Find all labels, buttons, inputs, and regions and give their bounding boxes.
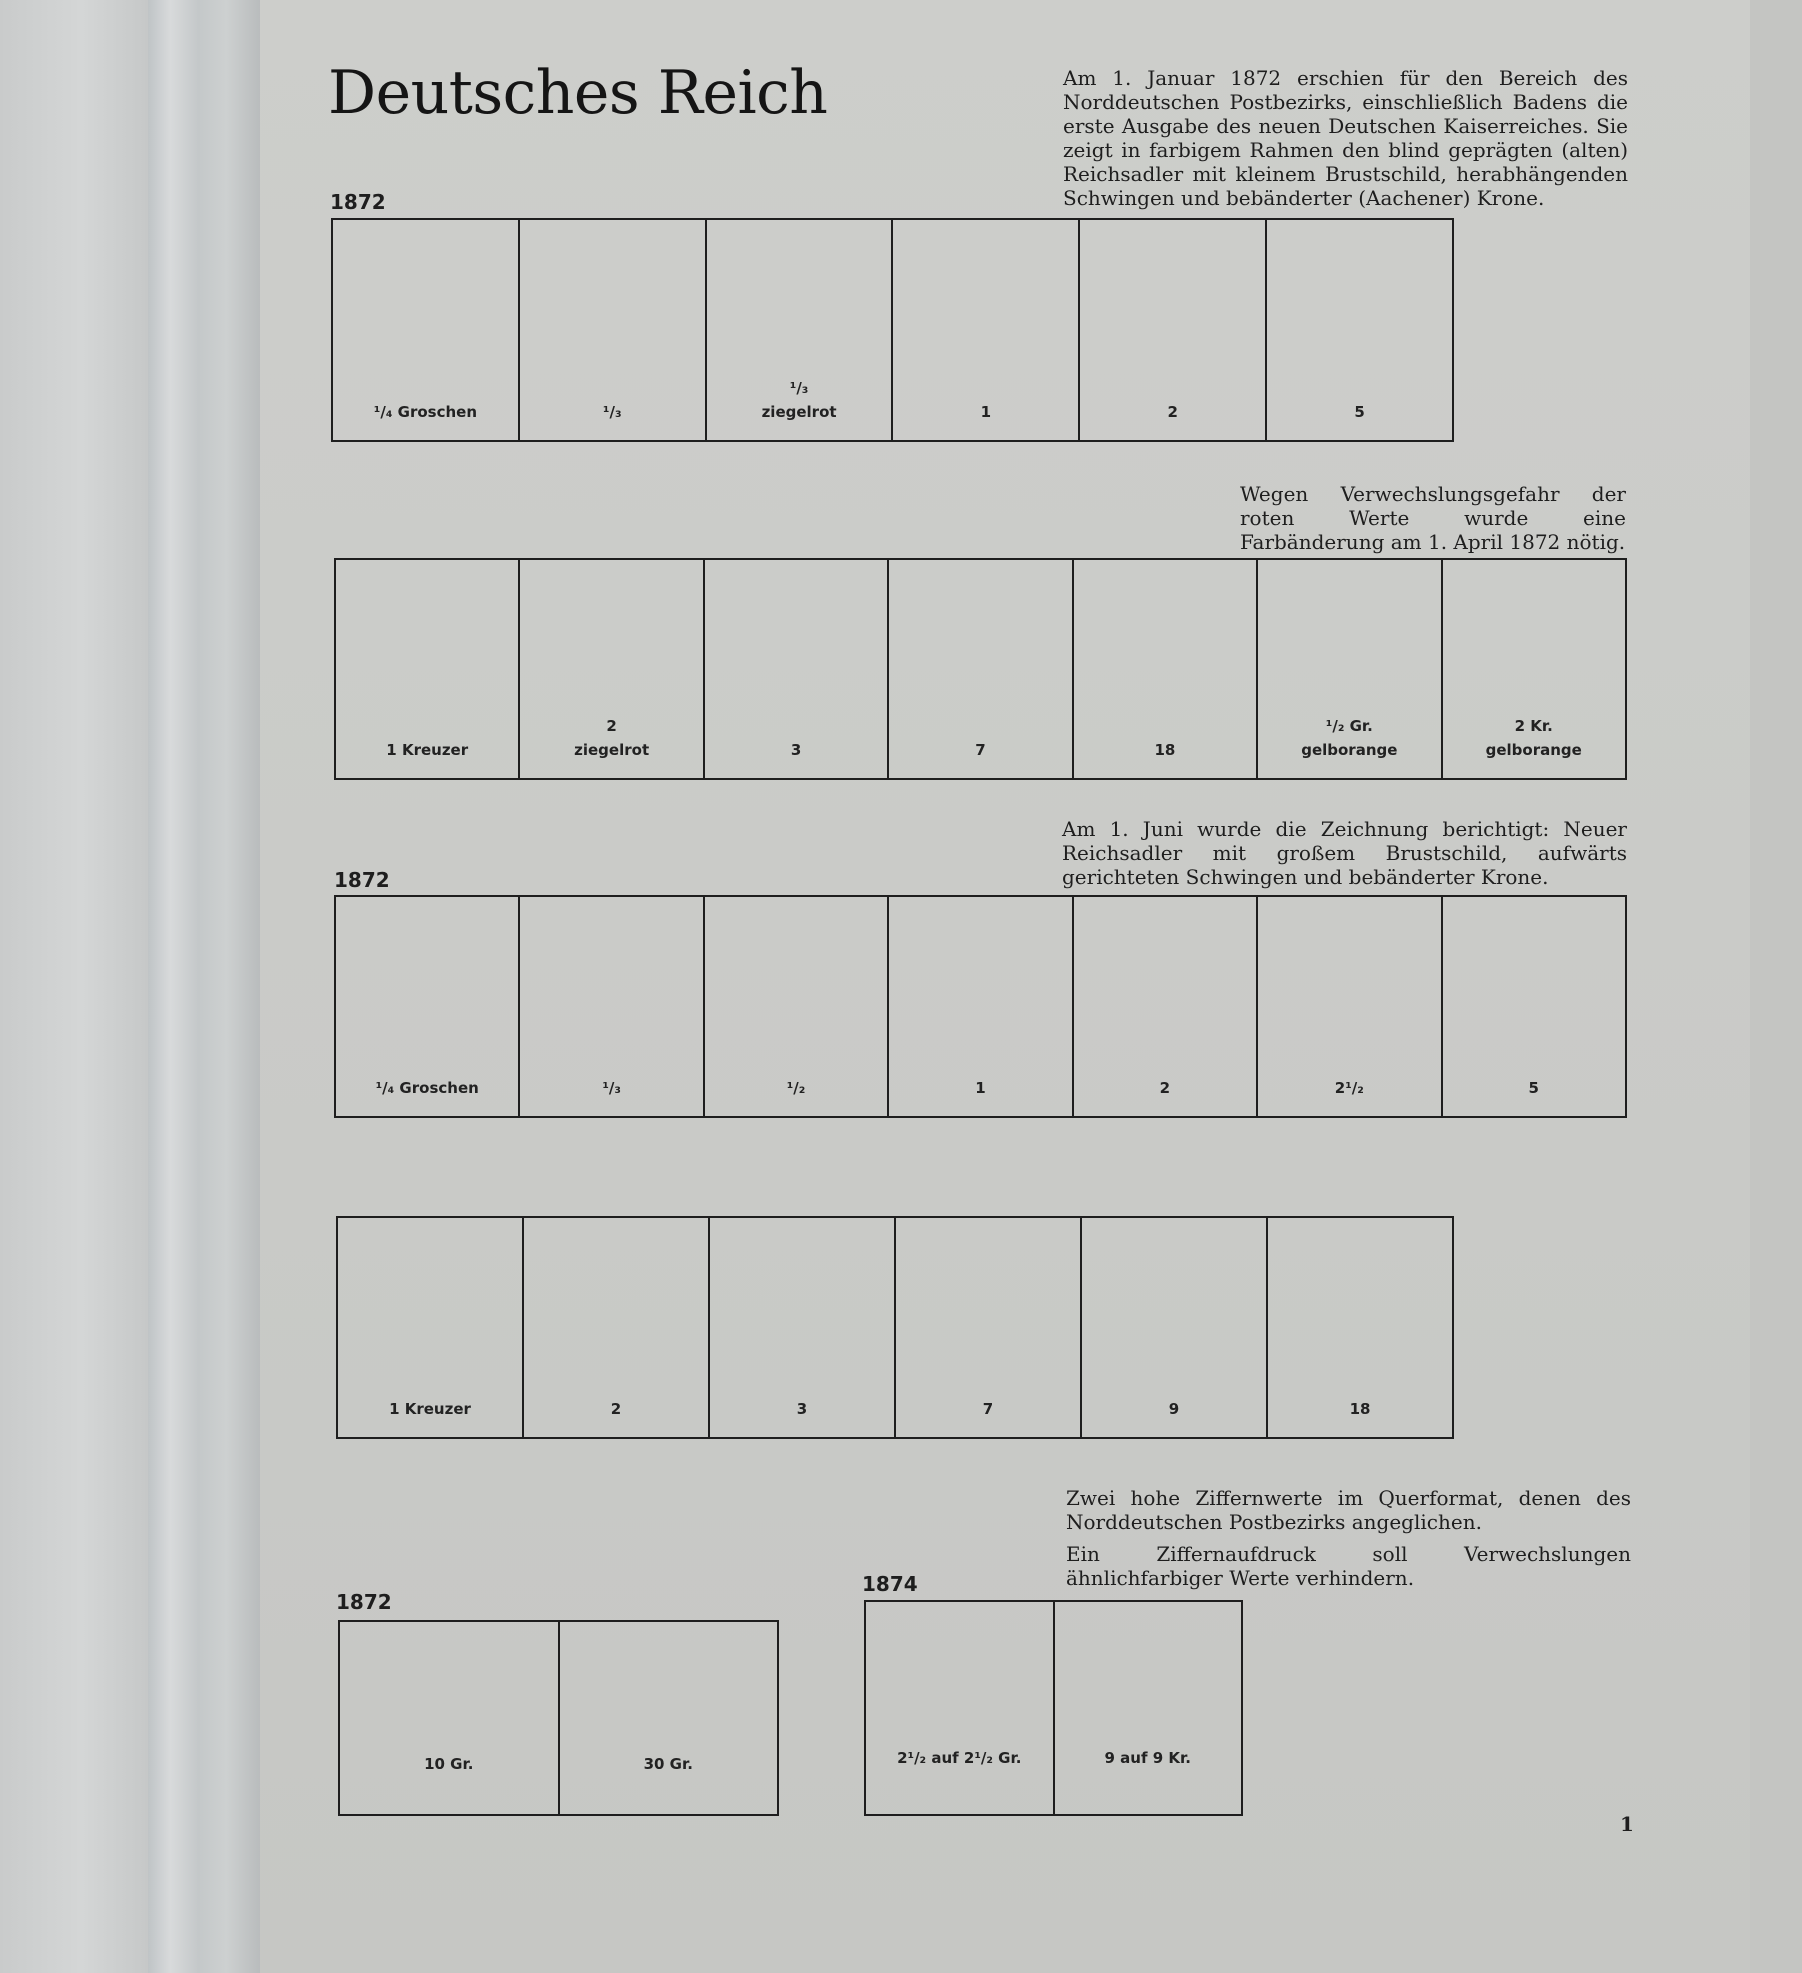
stamp-space[interactable] [520,560,704,778]
stamp-space[interactable] [1258,560,1442,778]
stamp-space[interactable] [336,897,520,1116]
stamp-space[interactable] [889,560,1073,778]
stamp-value-label: 9 [1168,1400,1180,1418]
stamp-row-6 [864,1600,1243,1816]
stamp-value-label: ¹/₄ Groschen [373,403,478,421]
overprint-text: Ein Ziffernaufdruck soll Verwechslungen ähnlichfarbiger Werte verhindern. [1066,1542,1631,1590]
stamp-space[interactable] [705,897,889,1116]
stamp-space[interactable] [889,897,1073,1116]
stamp-value-label: 5 [1354,403,1365,421]
year-label-row6: 1874 [862,1572,918,1596]
stamp-value-label: 10 Gr. [424,1755,474,1773]
year-label-row5: 1872 [336,1590,392,1614]
stamp-value-label: 5 [1528,1079,1539,1097]
correction-text: Am 1. Juni wurde die Zeichnung berichtigt: Neuer Reichsadler mit großem Brustschild, aufwärts gerichteten Schwingen und bebänderter Krone. [1062,817,1627,889]
year-label-row3: 1872 [334,868,390,892]
stamp-value-label: 1 Kreuzer [389,1400,471,1418]
stamp-value-label: 2¹/₂ [1334,1079,1364,1097]
stamp-space[interactable] [333,220,520,440]
intro-text: Am 1. Januar 1872 erschien für den Bereich des Norddeutschen Postbezirks, einschließlich Badens die erste Ausgabe des neuen Deutschen Kaiserreiches. Sie zeigt in farbigem Rahmen den blind geprägten (alten) Reichsadler mit kleinem Brustschild, herabhängenden Schwingen und bebänderter (Aachener) Krone. [1063,66,1628,210]
stamp-space[interactable] [1268,1218,1452,1437]
stamp-space[interactable] [560,1622,778,1814]
stamp-value-label: 3 [796,1400,808,1418]
stamp-value-label: ¹/₄ Groschen [375,1079,479,1097]
page-title: Deutsches Reich [328,58,828,128]
stamp-row-1 [331,218,1454,442]
stamp-row-4 [336,1216,1454,1439]
stamp-space[interactable] [707,220,894,440]
stamp-space[interactable] [338,1218,524,1437]
stamp-space[interactable] [866,1602,1055,1814]
stamp-row-2 [334,558,1627,780]
stamp-value-label: 1 [975,1079,986,1097]
stamp-value-label: ¹/₂ Gr. gelborange [1301,717,1398,759]
stamp-space[interactable] [893,220,1080,440]
stamp-row-3 [334,895,1627,1118]
stamp-space[interactable] [1080,220,1267,440]
stamp-value-label: 18 [1349,1400,1371,1418]
stamp-value-label: 7 [975,741,986,759]
page-number: 1 [1620,1812,1634,1836]
stamp-row-5 [338,1620,779,1816]
stamp-value-label: 9 auf 9 Kr. [1104,1749,1191,1767]
binder-spine-edge [148,0,260,1973]
stamp-space[interactable] [1082,1218,1268,1437]
stamp-value-label: ¹/₃ [602,403,622,421]
stamp-space[interactable] [1074,560,1258,778]
stamp-space[interactable] [336,560,520,778]
stamp-space[interactable] [520,220,707,440]
stamp-value-label: 2 [1159,1079,1171,1097]
stamp-value-label: 2 ziegelrot [574,717,650,759]
colour-change-text: Wegen Verwechslungsgefahr der roten Werte wurde eine Farbänderung am 1. April 1872 nötig. [1240,482,1626,554]
stamp-space[interactable] [1055,1602,1242,1814]
binder-cover [0,0,148,1973]
stamp-value-label: ¹/₂ [786,1079,806,1097]
stamp-space[interactable] [1443,560,1625,778]
stamp-space[interactable] [710,1218,896,1437]
high-values-text: Zwei hohe Ziffernwerte im Querformat, denen des Norddeutschen Postbezirks angeglichen. [1066,1486,1631,1534]
stamp-value-label: 1 Kreuzer [386,741,469,759]
page-edge [1750,0,1802,1973]
stamp-value-label: ¹/₃ [602,1079,621,1097]
stamp-space[interactable] [520,897,704,1116]
stamp-space[interactable] [340,1622,560,1814]
stamp-space[interactable] [705,560,889,778]
year-label-row1: 1872 [330,190,386,214]
stamp-value-label: 1 [980,403,992,421]
stamp-value-label: 2 [1167,403,1178,421]
stamp-space[interactable] [1267,220,1452,440]
stamp-space[interactable] [1258,897,1442,1116]
stamp-value-label: 2 Kr. gelborange [1485,717,1582,759]
stamp-space[interactable] [896,1218,1082,1437]
stamp-space[interactable] [1443,897,1625,1116]
stamp-value-label: 2 [610,1400,622,1418]
stamp-value-label: 30 Gr. [643,1755,693,1773]
stamp-value-label: 2¹/₂ auf 2¹/₂ Gr. [897,1749,1022,1767]
stamp-space[interactable] [524,1218,710,1437]
stamp-value-label: 3 [790,741,802,759]
stamp-value-label: ¹/₃ ziegelrot [761,379,837,421]
stamp-space[interactable] [1074,897,1258,1116]
stamp-value-label: 18 [1154,741,1176,759]
stamp-value-label: 7 [982,1400,994,1418]
